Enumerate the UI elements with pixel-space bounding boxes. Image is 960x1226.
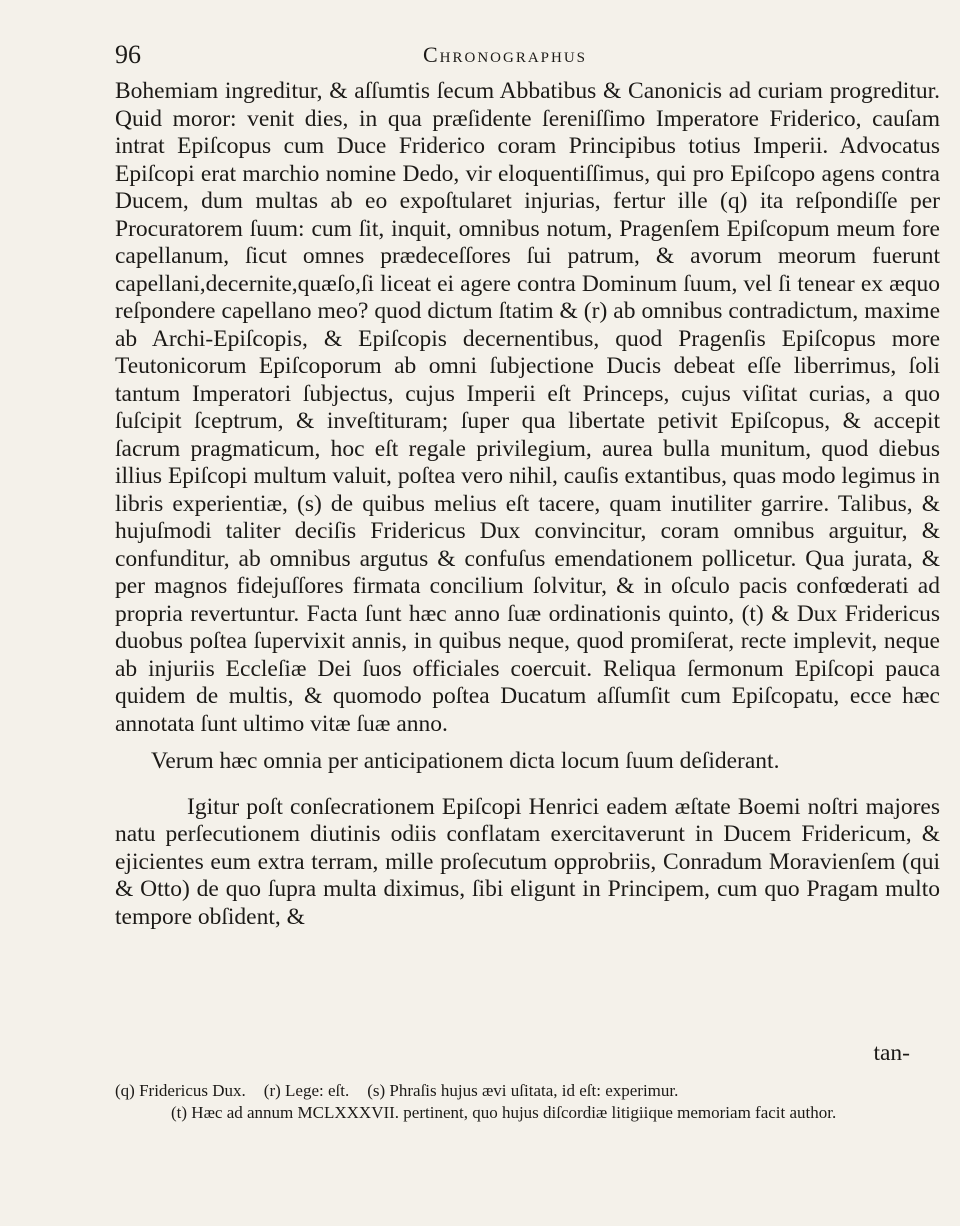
footnote-t: (t) Hæc ad annum MCLXXXVII. pertinent, quo hujus diſcordiæ litigiique memoriam facit author. <box>171 1103 837 1122</box>
running-head: Chronographus <box>422 42 588 67</box>
page-number: 96 <box>115 40 141 69</box>
catchword: tan- <box>873 1040 910 1066</box>
paragraph: Igitur poſt conſecrationem Epiſcopi Henrici eadem æſtate Boemi noſtri majores natu perſecutionem diutinis odiis conflatam exercitaverunt in Ducem Fridericum, & ejicientes eum extra terram, mille proſecutum opprobriis, Conradum Moravienſem (qui & Otto) de quo ſupra multa diximus, ſibi eligunt in Principem, cum quo Pragam multo tempore obſident, & <box>115 793 940 930</box>
footnote-s: (s) Phraſis hujus ævi uſitata, id eſt: experimur. <box>367 1081 679 1100</box>
main-text <box>115 78 940 931</box>
footnote-q: (q) Fridericus Dux. <box>115 1081 246 1100</box>
paragraph: Bohemiam ingreditur, & aſſumtis ſecum Abbatibus & Canonicis ad curiam progreditur. Quid moror: venit dies, in qua præſidente ſereniſſimo Imperatore Friderico, cauſam intrat Epiſcopus cum Duce Friderico coram Principibus totius Imperii. Advocatus Epiſcopi erat marchio nomine Dedo, vir eloquentiſſimus, qui pro Epiſcopo agens contra Ducem, dum multas ab eo expoſtularet injurias, fertur ille (q) ita reſpondiſſe per Procuratorem ſuum: cum ſit, inquit, omnibus notum, Pragenſem Epiſcopum meum fore capellanum, ſicut omnes prædeceſſores ſui patrum, & avorum meorum fuerunt capellani,decernite,quæſo,ſi liceat ei agere contra Dominum ſuum, vel ſi tenear ex æquo reſpondere capellano meo? quod dictum ſtatim & (r) ab omnibus contradictum, maxime ab Archi-Epiſcopis, & Epiſcopis decernentibus, quod Pragenſis Epiſcopus more Teutonicorum Epiſcoporum ab omni ſubjectione Ducis debeat eſſe liberrimus, ſoli tantum Imperatori ſubjectus, cujus Imperii eſt Princeps, cujus viſitat curias, a quo ſuſcipit ſceptrum, & inveſtituram; ſuper qua libertate petivit Epiſcopus, & accepit ſacrum pragmaticum, hoc eſt regale privilegium, aurea bulla munitum, quod diebus illius Epiſcopi multum valuit, poſtea vero nihil, cauſis extantibus, quas modo legimus in libris experientiæ, (s) de quibus melius eſt tacere, quam inutiliter garrire. Talibus, & hujuſmodi taliter deciſis Fridericus Dux convincitur, coram omnibus arguitur, & confunditur, ab omnibus argutus & confuſus emendationem pollicetur. Qua jurata, & per magnos fidejuſſores firmata concilium ſolvitur, & in oſculo pacis confœderati ad propria revertuntur. Facta ſunt hæc anno ſuæ ordinationis quinto, (t) & Dux Fridericus duobus poſtea ſupervixit annis, in quibus neque, quod promiſerat, recte implevit, neque ab injuriis Eccleſiæ Dei ſuos officiales coercuit. Reliqua ſermonum Epiſcopi pauca quidem de multis, & quomodo poſtea Ducatum aſſumſit cum Epiſcopatu, ecce hæc annotata ſunt ultimo vitæ ſuæ anno. <box>115 78 940 737</box>
page-header <box>115 40 895 80</box>
paragraph: Verum hæc omnia per anticipationem dicta locum ſuum deſiderant. <box>151 748 780 774</box>
footnote-r: (r) Lege: eſt. <box>263 1081 350 1100</box>
footnotes <box>115 1080 945 1124</box>
footnote-row <box>115 1080 945 1102</box>
